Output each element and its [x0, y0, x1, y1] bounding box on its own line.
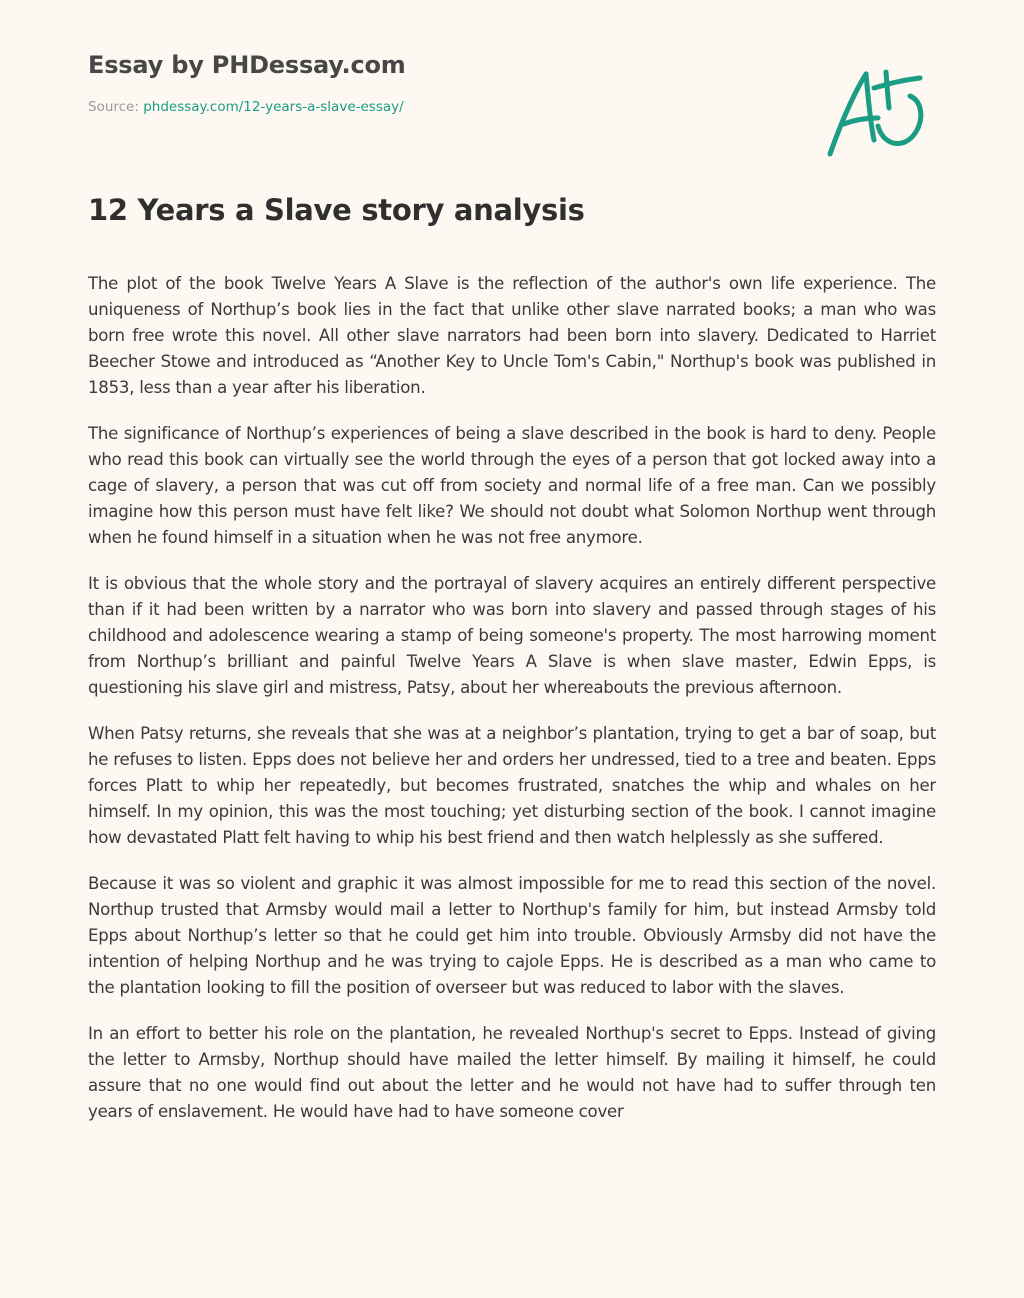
a-plus-logo-graphic [822, 66, 932, 162]
document-title: 12 Years a Slave story analysis [88, 193, 585, 227]
a-plus-logo-icon [822, 66, 932, 162]
essay-paragraph: The plot of the book Twelve Years A Slave is the reflection of the author's own life experience. The uniqueness of Northup’s book lies in the fact that unlike other slave narrated books; a man who was born free wrote this novel. All other slave narrators had been born into slavery. Dedicated to Harriet Beecher Stowe and introduced as “Another Key to Uncle Tom's Cabin," Northup's book was published in 1853, less than a year after his liberation. [88, 274, 936, 397]
essay-paragraph: In an effort to better his role on the plantation, he revealed Northup's secret to Epps. Instead of giving the letter to Armsby, Northup should have mailed the letter himself. By mailing it himself, he could assure that no one would find out about the letter and he would not have had to suffer through ten years of enslavement. He would have had to have someone cover [88, 1024, 936, 1121]
essay-body [88, 271, 936, 1254]
essay-paragraph: The significance of Northup’s experiences of being a slave described in the book is hard to deny. People who read this book can virtually see the world through the eyes of a person that got locked away into a cage of slavery, a person that was cut off from society and normal life of a free man. Can we possibly imagine how this person must have felt like? We should not doubt what Solomon Northup went through when he found himself in a situation when he was not free anymore. [88, 424, 936, 547]
essay-paragraph: It is obvious that the whole story and the portrayal of slavery acquires an entirely different perspective than if it had been written by a narrator who was born into slavery and passed through stages of his childhood and adolescence wearing a stamp of being someone's property. The most harrowing moment from Northup’s brilliant and painful Twelve Years A Slave is when slave master, Edwin Epps, is questioning his slave girl and mistress, Patsy, about her whereabouts the previous afternoon. [88, 574, 936, 697]
source-link[interactable]: phdessay.com/12-years-a-slave-essay/ [143, 99, 404, 115]
header [88, 50, 788, 116]
essay-paragraph: When Patsy returns, she reveals that she was at a neighbor’s plantation, trying to get a bar of soap, but he refuses to listen. Epps does not believe her and orders her undressed, tied to a tree and beaten. Epps forces Platt to whip her repeatedly, but becomes frustrated, snatches the whip and whales on her himself. In my opinion, this was the most touching; yet disturbing section of the book. I cannot imagine how devastated Platt felt having to whip his best friend and then watch helplessly as she suffered. [88, 724, 936, 847]
source-line [88, 98, 788, 116]
source-label: Source: [88, 99, 144, 115]
site-title: Essay by PHDessay.com [88, 51, 406, 79]
essay-paragraph: Because it was so violent and graphic it was almost impossible for me to read this section of the novel. Northup trusted that Armsby would mail a letter to Northup's family for him, but instead Armsby told Epps about Northup’s letter so that he could get him into trouble. Obviously Armsby did not have the intention of helping Northup and he was trying to cajole Epps. He is described as a man who came to the plantation looking to fill the position of overseer but was reduced to labor with the slaves. [88, 874, 936, 997]
